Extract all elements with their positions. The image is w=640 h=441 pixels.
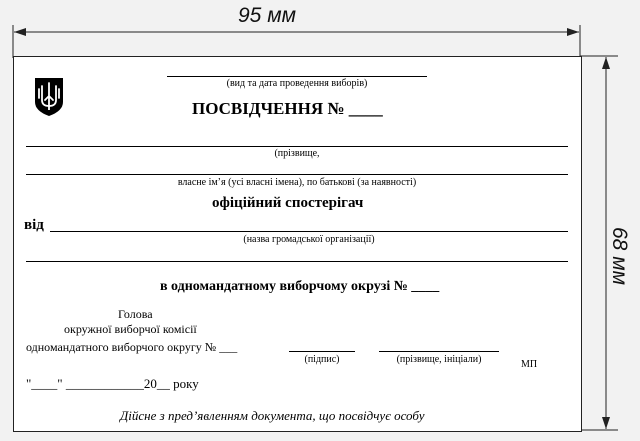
event-line: [167, 76, 427, 77]
date-line: "____" ____________20__ року: [26, 376, 199, 391]
initials-line: [379, 351, 499, 352]
signature-line: [289, 351, 355, 352]
stamp-mark: МП: [521, 359, 538, 370]
position-line-1: Голова: [118, 307, 153, 321]
organization-line-2: [26, 261, 568, 262]
certificate-card: [13, 56, 582, 432]
initials-caption: (прізвище, ініціали): [396, 354, 482, 365]
event-caption: (вид та дата проведення виборів): [226, 78, 368, 89]
validity-note: Дійсне з пред’явленням документа, що посвідчує особу: [120, 408, 425, 423]
width-dimension-label: 95 мм: [238, 4, 296, 27]
height-dimension-label: 68 мм: [608, 227, 631, 285]
surname-line: [26, 146, 568, 147]
position-line-3: одномандатного виборчого округу № ___: [26, 340, 238, 354]
from-label: від: [24, 217, 44, 233]
surname-caption: (прізвище,: [274, 148, 320, 159]
organization-line: [50, 231, 568, 232]
district-text: в одномандатному виборчому окрузі № ____: [160, 279, 440, 294]
names-line: [26, 174, 568, 175]
position-line-2: окружної виборчої комісії: [64, 322, 197, 336]
organization-caption: (назва громадської організації): [243, 234, 375, 245]
ukraine-emblem-icon: [33, 76, 65, 117]
width-dimension-arrow: [0, 0, 640, 60]
names-caption: власне ім’я (усі власні імена), по батькові (за наявності): [177, 177, 417, 188]
role-title: офіційний спостерігач: [212, 195, 364, 211]
signature-caption: (підпис): [304, 354, 340, 365]
certificate-title: ПОСВІДЧЕННЯ № ____: [192, 99, 383, 118]
